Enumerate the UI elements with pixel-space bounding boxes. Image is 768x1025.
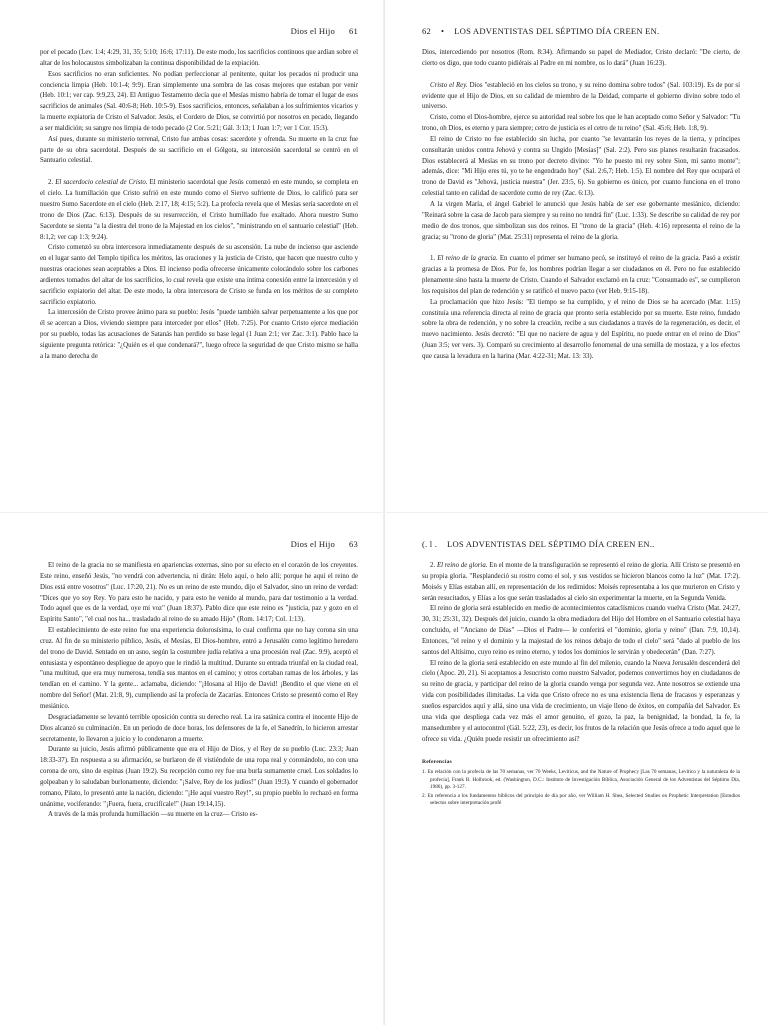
section-text: En el monte de la transfiguración se representó el reino de gloria. Allí Cristo se presentó en su propia gloria. "Resplandeció su rostro como el sol, y sus vestidos se hicieron blancos como la luz" (Mat. 17:2). Moisés y Elías estaban allí, en representación de los redimidos: Moisés representaba a los que murieron en Cristo y serán resucitados, y Elías a los que serán trasladados al cielo sin experimentar la muerte, en la Segunda Venida. bbox=[422, 562, 740, 602]
section-number: 1. bbox=[430, 255, 436, 263]
section-paragraph bbox=[422, 81, 740, 114]
spread-pages-61-62 bbox=[0, 0, 768, 512]
paragraph: A través de la más profunda humillación —su muerte en la cruz— Cristo es- bbox=[48, 811, 258, 819]
paragraph: Cristo, como el Dios-hombre, ejerce su autoridad real sobre los que le han aceptado como Señor y Salvador: "Tu trono, oh Dios, es eterno y para siempre; cetro de justicia es el cetro de tu reino" (Sal. 45:6; Heb. 1:8, 9). bbox=[422, 114, 740, 133]
section-text: El ministerio sacerdotal que Jesús comenzó en este mundo, se completa en el cielo. La humillación que Cristo sufrió en este mundo como el Siervo sufriente de Dios, lo calificó para ser nuestro Sumo Sacerdote en el cielo (Heb. 2:17, 18; 4:15; 5:2). La profecía revela que el Mesías sería sacerdote en el trono de Dios (Zac. 6:13). Después de su resurrección, el Cristo humillado fue exaltado. Ahora nuestro Sumo Sacerdote se sienta "a la diestra del trono de la Majestad en los cielos", "ministrando en el santuario celestial" (Heb. 8:1,2; ver cap 1:3; 9:24). bbox=[40, 179, 358, 241]
references-heading: Referencias bbox=[422, 759, 453, 766]
section-title: El sacerdocio celestial de Cristo. bbox=[55, 179, 148, 187]
paragraph: A la virgen María, el ángel Gabriel le anunció que Jesús había de ser ese gobernante mesiánico, diciendo: "Reinará sobre la casa de Jacob para siempre y su reino no tendrá fin" (Luc. 1:33). Se describe su calidad de rey por medio de dos tronos, que simbolizan sus dos reinos. El "trono de la gracia" (Heb. 4:16) representa el reino de la gracia; su "trono de gloria" (Mat. 25:31) representa el reino de la gloria. bbox=[422, 200, 740, 241]
paragraph: El reino de la gloria será establecido en este mundo al fin del milenio, cuando la Nueva Jerusalén descenderá del cielo (Apoc. 20, 21). Si aceptamos a Jesucristo como nuestro Salvador, podemos convertirnos hoy en ciudadanos de su reino de gracia, y participar del reino de la gloria cuando venga por segunda vez. Ante nosotros se extiende una vida con posibilidades ilimitadas. La vida que Cristo ofrece no es una existencia llena de fracasos y esperanzas y sueños esparcidos aquí y allá, sino una vida de crecimiento, un viaje lleno de éxitos, en compañía del Salvador. Es una vida que despliega cada vez más el amor genuino, el gozo, la paz, la benignidad, la bondad, la fe, la mansedumbre y el autocontrol (Gál. 5:22, 23), es decir, los frutos de la relación que Jesús ofrece a todo aquel que le ofrece su vida. ¿Quién puede resistir un ofrecimiento así? bbox=[422, 659, 740, 743]
page-body bbox=[422, 561, 740, 807]
spread-pages-63-64 bbox=[0, 512, 768, 1025]
section-title: Cristo el Rey. bbox=[430, 81, 468, 89]
page-number: 62 bbox=[422, 26, 431, 36]
section-paragraph bbox=[40, 178, 358, 243]
page-number: 61 bbox=[349, 26, 358, 36]
paragraph: Desgraciadamente se levantó terrible oposición contra su derecho real. La ira satánica contra el inocente Hijo de Dios alcanzó su culminación. En un período de doce horas, los defensores de la fe, el Sanedrín, lo hicieron arrestar secretamente, lo llevaron a juicio y lo condenaron a muerte. bbox=[40, 713, 358, 743]
page-body bbox=[422, 48, 740, 363]
book-gutter bbox=[383, 0, 385, 512]
paragraph: Así pues, durante su ministerio terrenal, Cristo fue ambas cosas: sacerdote y ofrenda. Su muerte en la cruz fue parte de su obra sacerdotal. Después de su sacrificio en el Gólgota, su intercesión sacerdotal se centró en el Santuario celestial. bbox=[40, 135, 358, 165]
page-body bbox=[40, 561, 358, 821]
page-number: (. l . bbox=[422, 539, 438, 549]
paragraph: La proclamación que hizo Jesús: "El tiempo se ha cumplido, y el reino de Dios se ha acercado (Mar. 1:15) constituía una referencia directa al reino de gracia que pronto sería establecido por su muerte. Este reino, fundado sobre la obra de redención, y no sobre la creación, recibe a sus ciudadanos a través de la regeneración, es decir, el nuevo nacimiento. Jesús decretó: "El que no naciere de agua y del Espíritu, no puede entrar en el reino de Dios" (Juan 3:5; ver vers. 3). Comparó su crecimiento al desarrollo fenomenal de una semilla de mostaza, y a los efectos que causa la levadura en la harina (Mar. 4:22-31; Mat. 13: 33). bbox=[422, 298, 740, 360]
running-head-title: Dios el Hijo bbox=[290, 26, 335, 36]
paragraph: El reino de la gracia no se manifiesta en apariencias externas, sino por su efecto en el corazón de los creyentes. Este reino, enseñó Jesús, "no vendrá con advertencia, ni dirán: Helo aquí, o helo allí; porque he aquí el reino de Dios está entre vosotros" (Luc. 17:20, 21). No es un reino de este mundo, dijo el Salvador, sino un reino de verdad: "Dices que yo soy Rey. Yo para esto he nacido, y para esto he venido al mundo, para dar testimonio a la verdad. Todo aquel que es de la verdad, oye mi voz" (Juan 18:37). Pablo dice que este reino es "justicia, paz y gozo en el Espíritu Santo", "el cual nos ha... trasladado al reino de su amado Hijo" (Rom. 14:17; Col. 1:13). bbox=[40, 562, 358, 624]
running-head-title: LOS ADVENTISTAS DEL SÉPTIMO DÍA CREEN EN. bbox=[454, 26, 660, 36]
running-head-title: Dios el Hijo bbox=[290, 539, 335, 549]
section-number: 2. bbox=[48, 179, 54, 187]
section-title: El reino de la gracia. bbox=[437, 255, 498, 263]
running-header bbox=[40, 537, 358, 551]
book-gutter bbox=[383, 513, 385, 1025]
references-list bbox=[422, 769, 740, 807]
paragraph: El reino de gloria será establecido en medio de acontecimientos cataclísmicos cuando vuelva Cristo (Mat. 24:27, 30, 31; 25:31, 32). Después del juicio, cuando la obra mediadora del Hijo del Hombre en el Santuario celestial haya concluido, el "Anciano de Días" —Dios el Padre— le conferirá el "dominio, gloria y reino" (Dan. 7:9, 10,14). Entonces, "el reino y el dominio y la majestad de los reinos debajo de todo el cielo" será "dado al pueblo de los santos del Altísimo, cuyo reino es reino eterno, y todos los dominios le servirán y obedecerán" (Dan. 7:27). bbox=[422, 605, 740, 656]
paragraph: Cristo comenzó su obra intercesora inmediatamente después de su ascensión. La nube de incienso que asciende en el lugar santo del Templo tipifica los méritos, las oraciones y la justicia de Cristo, que hacen que nuestro culto y nuestras oraciones sean aceptables a Dios. El incienso podía ofrecerse únicamente colocándolo sobre los carbones ardientes tomados del altar de los sacrificios, lo cual revela que existe una íntima conexión entre la intercesión y el sacrificio expiatorio del altar. De este modo, la obra intercesora de Cristo se funda en los méritos de su completo sacrificio expiatorio. bbox=[40, 244, 358, 306]
paragraph: Durante su juicio, Jesús afirmó públicamente que era el Hijo de Dios, y el Rey de su pueblo (Luc. 23:3; Juan 18:33-37). En respuesta a su afirmación, se burlaron de él vistiéndole de una ropa real y coronándolo, no con una corona de oro, sino de espinas (Juan 19:2). Su recepción como rey fue una burla sumamente cruel. Los soldados lo golpeaban y lo saludaban burlonamente, diciendo: "¡Salve, Rey de los judíos!" (Juan 19:3). Y cuando el gobernador romano, Pilato, lo presentó ante la nación, diciendo: "¡He aquí vuestro Rey!", su propio pueblo lo rechazó en forma unánime, vociferando: "¡Fuera, fuera, crucifícale!" (Juan 19:14,15). bbox=[40, 746, 358, 808]
section-number: 2. bbox=[430, 562, 436, 569]
paragraph: Esos sacrificios no eran suficientes. No podían perfeccionar al penitente, quitar los pecados ni producir una conciencia limpia (Heb. 10:1-4; 9:9). Eran simplemente una sombra de las cosas mejores que estaban por venir (Heb. 10:1; ver cap. 9:9,23, 24). El Antiguo Testamento decía que el Mesías mismo habría de tomar el lugar de esos sacrificios de animales (Sal. 40:6-8; Heb. 10:5-9). Esos sacrificios, entonces, señalaban a los sufrimientos vicarios y la muerte expiatoria de Cristo el Salvador. Jesús, el Cordero de Dios, se convirtió por nosotros en pecado, llegando a ser maldición; su sangre nos limpia de todo pecado (2 Cor. 5:21; Gál. 3:13; 1 Juan 1:7; ver 1 Cor. 15:3). bbox=[40, 70, 358, 132]
section-paragraph bbox=[422, 254, 740, 297]
running-header bbox=[422, 537, 740, 551]
paragraph: El establecimiento de este reino fue una experiencia dolorosísima, lo cual confirma que no hay corona sin una cruz. Al fin de su ministerio público, Jesús, el Mesías, El Dios-hombre, entró a Jerusalén como legítimo heredero del trono de David. Sentado en un asno, según la costumbre judía relativa a una procesión real (Zac. 9:9), aceptó el entusiasta y espontáneo despliegue de apoyo que le rindió la multitud. Durante su entrada triunfal en la ciudad real, "una multitud, que era muy numerosa, tendía sus mantos en el camino; y otros cortaban ramas de los árboles, y las tendían en el camino. Y la gente... aclamaba, diciendo: "¡Hosana al Hijo de David! ¡Bendito el que viene en el nombre del Señor! (Mat. 21:8, 9), cumpliendo así la profecía de Zacarías. Entonces Cristo se presentó como el Rey mesiánico. bbox=[40, 627, 358, 710]
running-head-title: LOS ADVENTISTAS DEL SÉPTIMO DÍA CREEN EN.. bbox=[447, 539, 655, 549]
page-body bbox=[40, 48, 358, 363]
bullet-separator: • bbox=[441, 26, 445, 36]
page-number: 63 bbox=[349, 539, 358, 549]
section-text: Dios "estableció en los cielos su trono, y su reino domina sobre todos" (Sal. 103:19). Es de por sí evidente que el Hijo de Dios, en su calidad de miembro de la Deidad, comparte el gobierno divino sobre todo el universo. bbox=[422, 81, 740, 111]
page-61 bbox=[40, 0, 358, 512]
page-62 bbox=[422, 0, 740, 512]
paragraph: El reino de Cristo no fue establecido sin lucha, por cuanto "se levantarán los reyes de la tierra, y príncipes consultarán unidos contra Jehová y contra su Ungido [Mesías]" (Sal. 2:2). Pero sus planes resultarán fracasados. Dios establecerá al Mesías en su trono por decreto divino: "Yo he puesto mi rey sobre Sion, mi santo monte"; además, dice: "Mi Hijo eres tú, yo te he engendrado hoy" (Sal. 2:6,7; Heb. 1:5). El nombre del Rey que ocupará el trono de David es "Jehová, justicia nuestra" (Jer. 23:5, 6). Su gobierno es único, por cuanto funciona en el trono celestial tanto en calidad de sacerdote como de rey (Zac. 6:13). bbox=[422, 135, 740, 198]
page-63 bbox=[40, 513, 358, 1025]
reference-item: 2. En referencia a los fundamentos bíblicos del principio de día por año, ver William H. Shea, Selected Studies on Prophetic Interpretation [Estudios selectos sobre interpretación profé bbox=[422, 792, 740, 807]
running-header bbox=[40, 24, 358, 38]
section-text: En cuanto el primer ser humano pecó, se instituyó el reino de la gracia. Pasó a existir gracias a la promesa de Dios. Por fe, los hombres podrían llegar a ser ciudadanos en él. Pero no fue establecido plenamente sino hasta la muerte de Cristo. Cuando el Salvador exclamó en la cruz: "Consumado es", se cumplieron los requisitos del plan de redención y se ratificó el nuevo pacto (ver Heb. 9:15-18). bbox=[422, 255, 740, 295]
reference-item: 1. En relación con la profecía de las 70 semanas, ver 70 Weeks, Leviticus, and the Nature of Prophecy [Las 70 semanas, Levítico y la naturaleza de la profecía], Frank B. Holbrook, ed. (Washington, D.C.: Instituto de Investigación Bíblica, Asociación General de los Adventistas del Séptimo Día, 1986), pp. 3-127. bbox=[422, 769, 740, 790]
paragraph: Dios, intercediendo por nosotros (Rom. 8:34). Afirmando su papel de Mediador, Cristo declaró: "De cierto, de cierto os digo, que todo cuanto pidiérais al Padre en mi nombre, os lo dará" (Juan 16:23). bbox=[422, 49, 740, 67]
section-paragraph bbox=[422, 561, 740, 604]
section-title: El reino de gloria. bbox=[436, 562, 488, 569]
paragraph: por el pecado (Lev. 1:4; 4:29, 31, 35; 5:10; 16:6; 17:11). De este modo, los sacrificios continuos que ardían sobre el altar de los holocaustos simbolizaban la continua disponibilidad de la expiación. bbox=[40, 49, 358, 67]
paragraph: La intercesión de Cristo provee ánimo para su pueblo: Jesús "puede también salvar perpetuamente a los que por él se acercan a Dios, viviendo siempre para interceder por ellos" (Heb. 7:25). Por cuanto Cristo ejerce mediación por su pueblo, todas las acusaciones de Satanás han perdido su base legal (1 Juan 2:1; ver Zac. 3:1). Pablo hace la siguiente pregunta retórica: "¿Quién es el que condenará?", luego ofrece la seguridad de que Cristo mismo se halla a la mano derecha de bbox=[40, 309, 358, 360]
running-header bbox=[422, 24, 740, 38]
page-64 bbox=[422, 513, 740, 1025]
